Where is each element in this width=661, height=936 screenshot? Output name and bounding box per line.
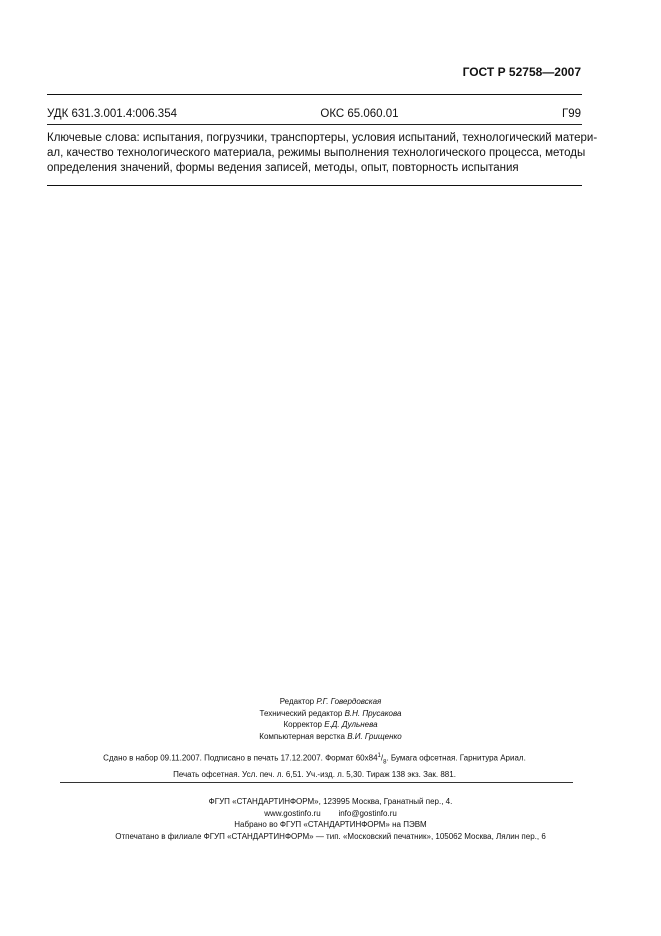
corrector-name: Е.Д. Дульнева — [324, 720, 378, 729]
layout-credit — [0, 731, 661, 743]
editorial-credits — [0, 696, 661, 742]
format-fraction-den: 8 — [383, 759, 387, 766]
print-divider — [60, 782, 573, 783]
editor-credit — [0, 696, 661, 708]
format-fraction-num: 1 — [377, 753, 381, 759]
layout-name: В.И. Грищенко — [347, 731, 402, 741]
printing-house-info: Отпечатано в филиале ФГУП «СТАНДАРТИНФОРМ» — тип. «Московский печатник», 105062 Москва, Лялин пер., 6 — [115, 831, 546, 841]
classification-row — [47, 108, 581, 120]
editor-name: Р.Г. Говердовская — [316, 697, 382, 706]
classification-divider — [47, 124, 582, 125]
keywords-line-1: Ключевые слова: испытания, погрузчики, транспортеры, условия испытаний, технологический матери- — [47, 132, 598, 144]
keywords-line-3: определения значений, формы ведения записей, методы, опыт, повторность испытания — [47, 162, 519, 174]
print-details — [47, 751, 582, 780]
group-code: Г99 — [561, 108, 581, 120]
tech-editor-name: В.Н. Прусакова — [344, 708, 402, 718]
corrector-credit — [0, 719, 661, 731]
keywords-divider — [47, 185, 582, 186]
oks-code: ОКС 65.060.01 — [320, 108, 399, 120]
publisher-site: www.gostinfo.ru — [264, 808, 321, 818]
publisher-email: info@gostinfo.ru — [338, 808, 397, 818]
header-divider — [47, 94, 582, 95]
print-line-2: Печать офсетная. Усл. печ. л. 6,51. Уч.-изд. л. 5,30. Тираж 138 экз. Зак. 881. — [173, 769, 456, 779]
editor-label: Редактор — [279, 697, 315, 706]
layout-label: Компьютерная верстка — [259, 731, 345, 741]
print-line-1-end: . Бумага офсетная. Гарнитура Ариал. — [386, 753, 526, 763]
publisher-contacts — [0, 808, 661, 820]
print-line-1-start: Сдано в набор 09.11.2007. Подписано в печать 17.12.2007. Формат 60х84 — [103, 753, 378, 763]
tech-editor-label: Технический редактор — [259, 708, 343, 718]
keywords-line-2: ал, качество технологического материала, режимы выполнения технологического процесса, методы — [47, 147, 586, 159]
print-line-1: Сдано в набор 09.11.2007. Подписано в печать 17.12.2007. Формат $60х84^1/_8$. Бумага офсетная. Гарнитура Ариал. — [103, 753, 526, 766]
publisher-info — [0, 796, 661, 842]
udk-code: УДК 631.3.001.4:006.354 — [47, 108, 177, 120]
tech-editor-credit — [0, 708, 661, 720]
typeset-info: Набрано во ФГУП «СТАНДАРТИНФОРМ» на ПЭВМ — [234, 820, 427, 829]
standard-number: ГОСТ Р 52758—2007 — [462, 65, 581, 79]
publisher-address: ФГУП «СТАНДАРТИНФОРМ», 123995 Москва, Гранатный пер., 4. — [208, 797, 453, 806]
corrector-label: Корректор — [283, 720, 322, 729]
keywords-paragraph — [47, 131, 598, 176]
